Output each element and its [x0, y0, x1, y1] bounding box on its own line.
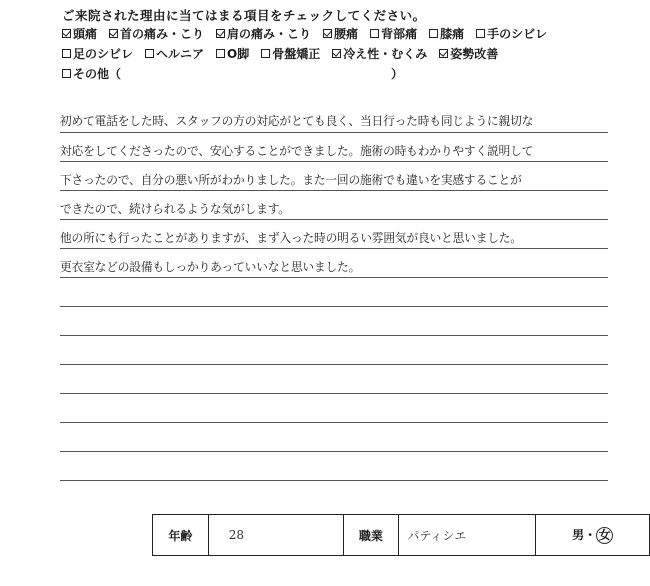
checkbox-item[interactable] [62, 45, 133, 62]
checkbox-label: 骨盤矯正 [272, 46, 321, 61]
checkbox-checked[interactable] [332, 49, 341, 58]
checkbox-unchecked[interactable] [476, 29, 485, 38]
checkbox-label: 背部痛 [381, 26, 418, 41]
other-close-paren: ） [391, 66, 404, 81]
checkbox-label: 姿勢改善 [450, 46, 499, 61]
checkbox-unchecked[interactable] [261, 49, 270, 58]
checkbox-row-other [62, 64, 415, 82]
checkbox-checked[interactable] [216, 29, 225, 38]
checkbox-label: 膝痛 [440, 26, 465, 41]
checkbox-checked[interactable] [439, 49, 448, 58]
checkbox-label: 腰痛 [334, 26, 359, 41]
checkbox-unchecked[interactable] [370, 29, 379, 38]
checkbox-unchecked[interactable] [429, 29, 438, 38]
checkbox-label: 頭痛 [73, 26, 98, 41]
respondent-info-table [152, 514, 650, 556]
checkbox-checked[interactable] [323, 29, 332, 38]
checkbox-other[interactable] [62, 69, 71, 78]
checkbox-label: 冷え性・むくみ [343, 46, 428, 61]
age-value[interactable]: 28 [208, 515, 343, 556]
handwritten-line-6: 更衣室などの設備もしっかりあっていいなと思いました。 [60, 260, 361, 274]
checkbox-checked[interactable] [109, 29, 118, 38]
age-label: 年齢 [153, 515, 209, 556]
checkbox-item[interactable] [476, 25, 547, 42]
checkbox-item[interactable] [261, 45, 320, 62]
checkbox-unchecked[interactable] [216, 49, 225, 58]
handwritten-line-3: 下さったので、自分の悪い所がわかりました。また一回の施術でも違いを実感することが [60, 173, 522, 187]
checkbox-label: 首の痛み・こり [120, 26, 205, 41]
job-label: 職業 [343, 515, 399, 556]
checkbox-item[interactable] [332, 45, 427, 62]
checkbox-item[interactable] [109, 25, 204, 42]
gender-field[interactable] [536, 515, 650, 556]
checkbox-label: O脚 [227, 46, 250, 61]
checkbox-label: 肩の痛み・こり [227, 26, 312, 41]
handwritten-line-2: 対応をしてくださったので、安心することができました。施術の時もわかりやすく説明して [60, 144, 534, 158]
job-value[interactable]: パティシエ [399, 515, 536, 556]
checkbox-checked[interactable] [62, 29, 71, 38]
handwritten-line-4: できたので、続けられるような気がします。 [60, 202, 290, 216]
checkbox-item[interactable] [62, 25, 97, 42]
checkbox-item[interactable] [216, 25, 311, 42]
checkbox-other-label: その他（ [73, 66, 122, 81]
checkbox-unchecked[interactable] [145, 49, 154, 58]
checkbox-label: ヘルニア [156, 46, 205, 61]
handwritten-line-1: 初めて電話をした時、スタッフの方の対応がとても良く、当日行った時も同じように親切な [60, 114, 534, 128]
checkbox-row-1 [62, 24, 559, 42]
checkbox-item[interactable] [429, 25, 464, 42]
checkbox-unchecked[interactable] [62, 49, 71, 58]
checkbox-item[interactable] [370, 25, 417, 42]
checkbox-item[interactable] [439, 45, 498, 62]
handwritten-line-5: 他の所にも行ったことがありますが、まず入った時の明るい雰囲気が良いと思いました。 [60, 231, 522, 245]
gender-male: 男・ [572, 528, 597, 542]
checkbox-item[interactable] [216, 45, 249, 62]
checkbox-item[interactable] [145, 45, 204, 62]
checkbox-label: 足のシビレ [73, 46, 134, 61]
checkbox-label: 手のシビレ [487, 26, 548, 41]
form-instruction: ご来院された理由に当てはまる項目をチェックしてください。 [62, 8, 426, 23]
gender-female-circled: 女 [596, 527, 613, 544]
checkbox-row-2 [62, 44, 510, 62]
checkbox-item-other[interactable] [62, 65, 403, 82]
checkbox-item[interactable] [323, 25, 358, 42]
